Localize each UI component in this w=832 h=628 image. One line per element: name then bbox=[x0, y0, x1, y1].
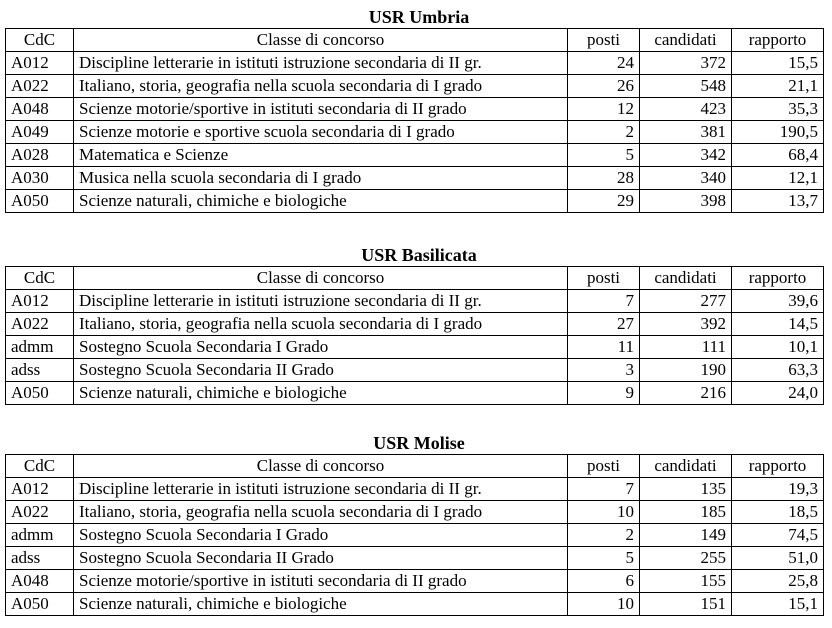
cell-rapporto: 13,7 bbox=[732, 190, 824, 213]
cell-classe: Scienze motorie/sportive in istituti secondaria di II grado bbox=[74, 570, 568, 593]
header-classe: Classe di concorso bbox=[74, 455, 568, 478]
cell-candidati: 398 bbox=[640, 190, 732, 213]
cell-candidati: 149 bbox=[640, 524, 732, 547]
section-basilicata bbox=[5, 244, 823, 405]
cell-posti: 5 bbox=[568, 547, 640, 570]
cell-posti: 10 bbox=[568, 593, 640, 616]
cell-classe: Italiano, storia, geografia nella scuola secondaria di I grado bbox=[74, 313, 568, 336]
table-row bbox=[6, 121, 824, 144]
cell-classe: Scienze naturali, chimiche e biologiche bbox=[74, 593, 568, 616]
cell-code: A012 bbox=[6, 290, 74, 313]
table-row bbox=[6, 98, 824, 121]
table-row bbox=[6, 75, 824, 98]
cell-classe: Scienze naturali, chimiche e biologiche bbox=[74, 190, 568, 213]
cell-posti: 6 bbox=[568, 570, 640, 593]
section-title: USR Umbria bbox=[368, 7, 470, 27]
cell-posti: 7 bbox=[568, 478, 640, 501]
header-row bbox=[6, 455, 824, 478]
section-umbria bbox=[5, 6, 823, 213]
cell-classe: Discipline letterarie in istituti istruzione secondaria di II gr. bbox=[74, 52, 568, 75]
header-rapporto: rapporto bbox=[732, 267, 824, 290]
table-row bbox=[6, 144, 824, 167]
cell-rapporto: 15,1 bbox=[732, 593, 824, 616]
table-row bbox=[6, 524, 824, 547]
cell-candidati: 372 bbox=[640, 52, 732, 75]
header-classe: Classe di concorso bbox=[74, 29, 568, 52]
cell-classe: Matematica e Scienze bbox=[74, 144, 568, 167]
table-row bbox=[6, 501, 824, 524]
cell-candidati: 151 bbox=[640, 593, 732, 616]
header-candidati: candidati bbox=[640, 455, 732, 478]
header-candidati: candidati bbox=[640, 29, 732, 52]
header-classe: Classe di concorso bbox=[74, 267, 568, 290]
cell-rapporto: 68,4 bbox=[732, 144, 824, 167]
cell-candidati: 255 bbox=[640, 547, 732, 570]
cell-posti: 3 bbox=[568, 359, 640, 382]
table-row bbox=[6, 190, 824, 213]
cell-rapporto: 18,5 bbox=[732, 501, 824, 524]
table-row bbox=[6, 359, 824, 382]
table-row bbox=[6, 478, 824, 501]
cell-rapporto: 63,3 bbox=[732, 359, 824, 382]
table-row bbox=[6, 336, 824, 359]
cell-classe: Sostegno Scuola Secondaria II Grado bbox=[74, 547, 568, 570]
cell-rapporto: 39,6 bbox=[732, 290, 824, 313]
cell-rapporto: 12,1 bbox=[732, 167, 824, 190]
cell-classe: Italiano, storia, geografia nella scuola secondaria di I grado bbox=[74, 75, 568, 98]
cell-candidati: 381 bbox=[640, 121, 732, 144]
cell-posti: 24 bbox=[568, 52, 640, 75]
table-row bbox=[6, 570, 824, 593]
section-title: USR Molise bbox=[373, 433, 465, 453]
cell-rapporto: 51,0 bbox=[732, 547, 824, 570]
cell-rapporto: 14,5 bbox=[732, 313, 824, 336]
cell-code: A012 bbox=[6, 52, 74, 75]
cell-code: A022 bbox=[6, 313, 74, 336]
cell-candidati: 277 bbox=[640, 290, 732, 313]
cell-code: A030 bbox=[6, 167, 74, 190]
header-row bbox=[6, 267, 824, 290]
cell-code: A050 bbox=[6, 190, 74, 213]
header-code: CdC bbox=[6, 455, 74, 478]
table-row bbox=[6, 313, 824, 336]
table-umbria bbox=[5, 28, 824, 213]
cell-candidati: 190 bbox=[640, 359, 732, 382]
cell-candidati: 185 bbox=[640, 501, 732, 524]
cell-candidati: 548 bbox=[640, 75, 732, 98]
cell-posti: 10 bbox=[568, 501, 640, 524]
cell-posti: 29 bbox=[568, 190, 640, 213]
cell-rapporto: 21,1 bbox=[732, 75, 824, 98]
cell-posti: 26 bbox=[568, 75, 640, 98]
cell-classe: Italiano, storia, geografia nella scuola secondaria di I grado bbox=[74, 501, 568, 524]
cell-code: admm bbox=[6, 336, 74, 359]
cell-posti: 12 bbox=[568, 98, 640, 121]
cell-classe: Discipline letterarie in istituti istruzione secondaria di II gr. bbox=[74, 478, 568, 501]
cell-candidati: 135 bbox=[640, 478, 732, 501]
header-posti: posti bbox=[568, 267, 640, 290]
header-code: CdC bbox=[6, 29, 74, 52]
cell-classe: Sostegno Scuola Secondaria II Grado bbox=[74, 359, 568, 382]
cell-candidati: 342 bbox=[640, 144, 732, 167]
cell-posti: 9 bbox=[568, 382, 640, 405]
cell-posti: 2 bbox=[568, 121, 640, 144]
cell-code: A022 bbox=[6, 75, 74, 98]
cell-rapporto: 19,3 bbox=[732, 478, 824, 501]
cell-rapporto: 25,8 bbox=[732, 570, 824, 593]
cell-classe: Scienze motorie e sportive scuola secondaria di I grado bbox=[74, 121, 568, 144]
cell-candidati: 392 bbox=[640, 313, 732, 336]
header-candidati: candidati bbox=[640, 267, 732, 290]
section-molise bbox=[5, 432, 823, 616]
cell-code: adss bbox=[6, 359, 74, 382]
cell-code: A050 bbox=[6, 382, 74, 405]
cell-posti: 7 bbox=[568, 290, 640, 313]
cell-code: A022 bbox=[6, 501, 74, 524]
cell-code: A049 bbox=[6, 121, 74, 144]
cell-posti: 2 bbox=[568, 524, 640, 547]
cell-candidati: 155 bbox=[640, 570, 732, 593]
cell-rapporto: 74,5 bbox=[732, 524, 824, 547]
cell-classe: Discipline letterarie in istituti istruzione secondaria di II gr. bbox=[74, 290, 568, 313]
cell-rapporto: 15,5 bbox=[732, 52, 824, 75]
table-row bbox=[6, 167, 824, 190]
cell-candidati: 111 bbox=[640, 336, 732, 359]
header-code: CdC bbox=[6, 267, 74, 290]
cell-candidati: 216 bbox=[640, 382, 732, 405]
cell-rapporto: 35,3 bbox=[732, 98, 824, 121]
header-row bbox=[6, 29, 824, 52]
cell-posti: 5 bbox=[568, 144, 640, 167]
cell-candidati: 340 bbox=[640, 167, 732, 190]
cell-code: A028 bbox=[6, 144, 74, 167]
table-row bbox=[6, 593, 824, 616]
cell-classe: Sostegno Scuola Secondaria I Grado bbox=[74, 524, 568, 547]
table-basilicata bbox=[5, 266, 824, 405]
table-row bbox=[6, 547, 824, 570]
cell-candidati: 423 bbox=[640, 98, 732, 121]
header-rapporto: rapporto bbox=[732, 29, 824, 52]
cell-code: adss bbox=[6, 547, 74, 570]
cell-classe: Scienze motorie/sportive in istituti secondaria di II grado bbox=[74, 98, 568, 121]
cell-posti: 11 bbox=[568, 336, 640, 359]
section-title: USR Basilicata bbox=[361, 245, 477, 265]
cell-code: A048 bbox=[6, 570, 74, 593]
cell-code: A012 bbox=[6, 478, 74, 501]
header-rapporto: rapporto bbox=[732, 455, 824, 478]
cell-rapporto: 190,5 bbox=[732, 121, 824, 144]
cell-classe: Musica nella scuola secondaria di I grado bbox=[74, 167, 568, 190]
table-row bbox=[6, 290, 824, 313]
table-molise bbox=[5, 454, 824, 616]
cell-posti: 28 bbox=[568, 167, 640, 190]
header-posti: posti bbox=[568, 29, 640, 52]
cell-rapporto: 10,1 bbox=[732, 336, 824, 359]
cell-posti: 27 bbox=[568, 313, 640, 336]
table-row bbox=[6, 382, 824, 405]
header-posti: posti bbox=[568, 455, 640, 478]
cell-code: A048 bbox=[6, 98, 74, 121]
cell-classe: Sostegno Scuola Secondaria I Grado bbox=[74, 336, 568, 359]
cell-code: A050 bbox=[6, 593, 74, 616]
table-row bbox=[6, 52, 824, 75]
cell-classe: Scienze naturali, chimiche e biologiche bbox=[74, 382, 568, 405]
cell-rapporto: 24,0 bbox=[732, 382, 824, 405]
cell-code: admm bbox=[6, 524, 74, 547]
